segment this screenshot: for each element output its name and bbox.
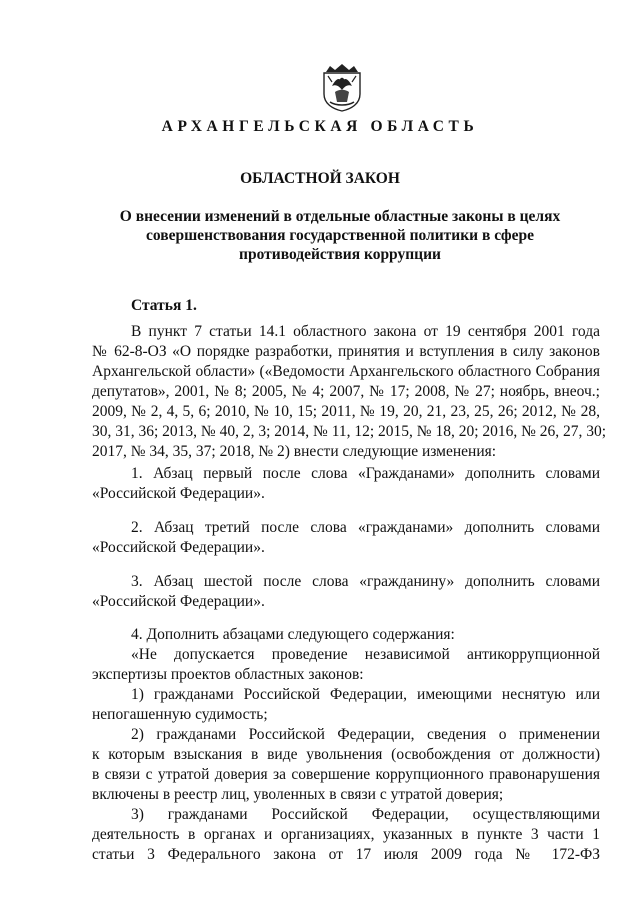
text-line: к которым взыскания в виде увольнения (освобождения от должности) [92, 746, 600, 763]
text-line: 2017, № 34, 35, 37; 2018, № 2) внести следующие изменения: [92, 443, 497, 460]
text-line: № 62-8-ОЗ «О порядке разработки, принятия и вступления в силу законов [92, 343, 600, 360]
text-line: 30, 31, 36; 2013, № 40, 2, 3; 2014, № 11, 12; 2015, № 18, 20; 2016, № 26, 27, 30; [92, 423, 607, 440]
item-2-paragraph [92, 518, 600, 558]
law-type: ОБЛАСТНОЙ ЗАКОН [240, 170, 400, 187]
text-line: «Российской Федерации». [92, 485, 265, 502]
text-line: 1. Абзац первый после слова «Гражданами» дополнить словами [131, 465, 600, 482]
law-title-line: О внесении изменений в отдельные областные законы в целях [119, 208, 561, 225]
text-line: статьи 3 Федерального закона от 17 июля 2009 года № 172-ФЗ [92, 846, 600, 863]
text-line: «Российской Федерации». [92, 593, 265, 610]
law-title-line: совершенствования государственной политики в сфере [145, 227, 534, 244]
text-line: деятельность в органах и организациях, указанных в пункте 3 части 1 [92, 826, 600, 843]
text-line: 4. Дополнить абзацами следующего содержания: [131, 626, 455, 643]
item-1-paragraph [92, 464, 600, 504]
text-line: непогашенную судимость; [92, 706, 268, 723]
law-title-line: противодействия коррупции [239, 246, 441, 263]
item-4-paragraph [92, 625, 600, 865]
text-line: включены в реестр лиц, уволенных в связи с утратой доверия; [92, 786, 504, 803]
text-line: «Не допускается проведение независимой антикоррупционной [131, 646, 600, 663]
text-line: Архангельской области» («Ведомости Архангельского областного Собрания [92, 363, 600, 380]
item-3-paragraph [92, 572, 600, 612]
text-line: 1) гражданами Российской Федерации, имеющими неснятую или [131, 686, 600, 703]
article-heading: Статья 1. [131, 297, 197, 314]
text-line: 3. Абзац шестой после слова «гражданину» дополнить словами [131, 573, 600, 590]
text-line: 2009, № 2, 4, 5, 6; 2010, № 10, 15; 2011, № 19, 20, 21, 23, 25, 26; 2012, № 28, [92, 403, 600, 420]
law-title [100, 207, 580, 264]
text-line: 2) гражданами Российской Федерации, сведения о применении [131, 726, 600, 743]
text-line: в связи с утратой доверия за совершение коррупционного правонарушения [92, 766, 600, 783]
intro-paragraph [92, 322, 607, 462]
coat-of-arms-emblem [318, 62, 366, 112]
text-line: депутатов», 2001, № 8; 2005, № 4; 2007, № 17; 2008, № 27; ноябрь, внеоч.; [92, 383, 600, 400]
text-line: 2. Абзац третий после слова «гражданами» дополнить словами [131, 519, 600, 536]
text-line: В пункт 7 статьи 14.1 областного закона от 19 сентября 2001 года [131, 323, 600, 340]
text-line: 3) гражданами Российской Федерации, осуществляющими [131, 806, 600, 823]
region-name: АРХАНГЕЛЬСКАЯ ОБЛАСТЬ [161, 118, 479, 135]
text-line: «Российской Федерации». [92, 539, 265, 556]
text-line: экспертизы проектов областных законов: [92, 666, 364, 683]
